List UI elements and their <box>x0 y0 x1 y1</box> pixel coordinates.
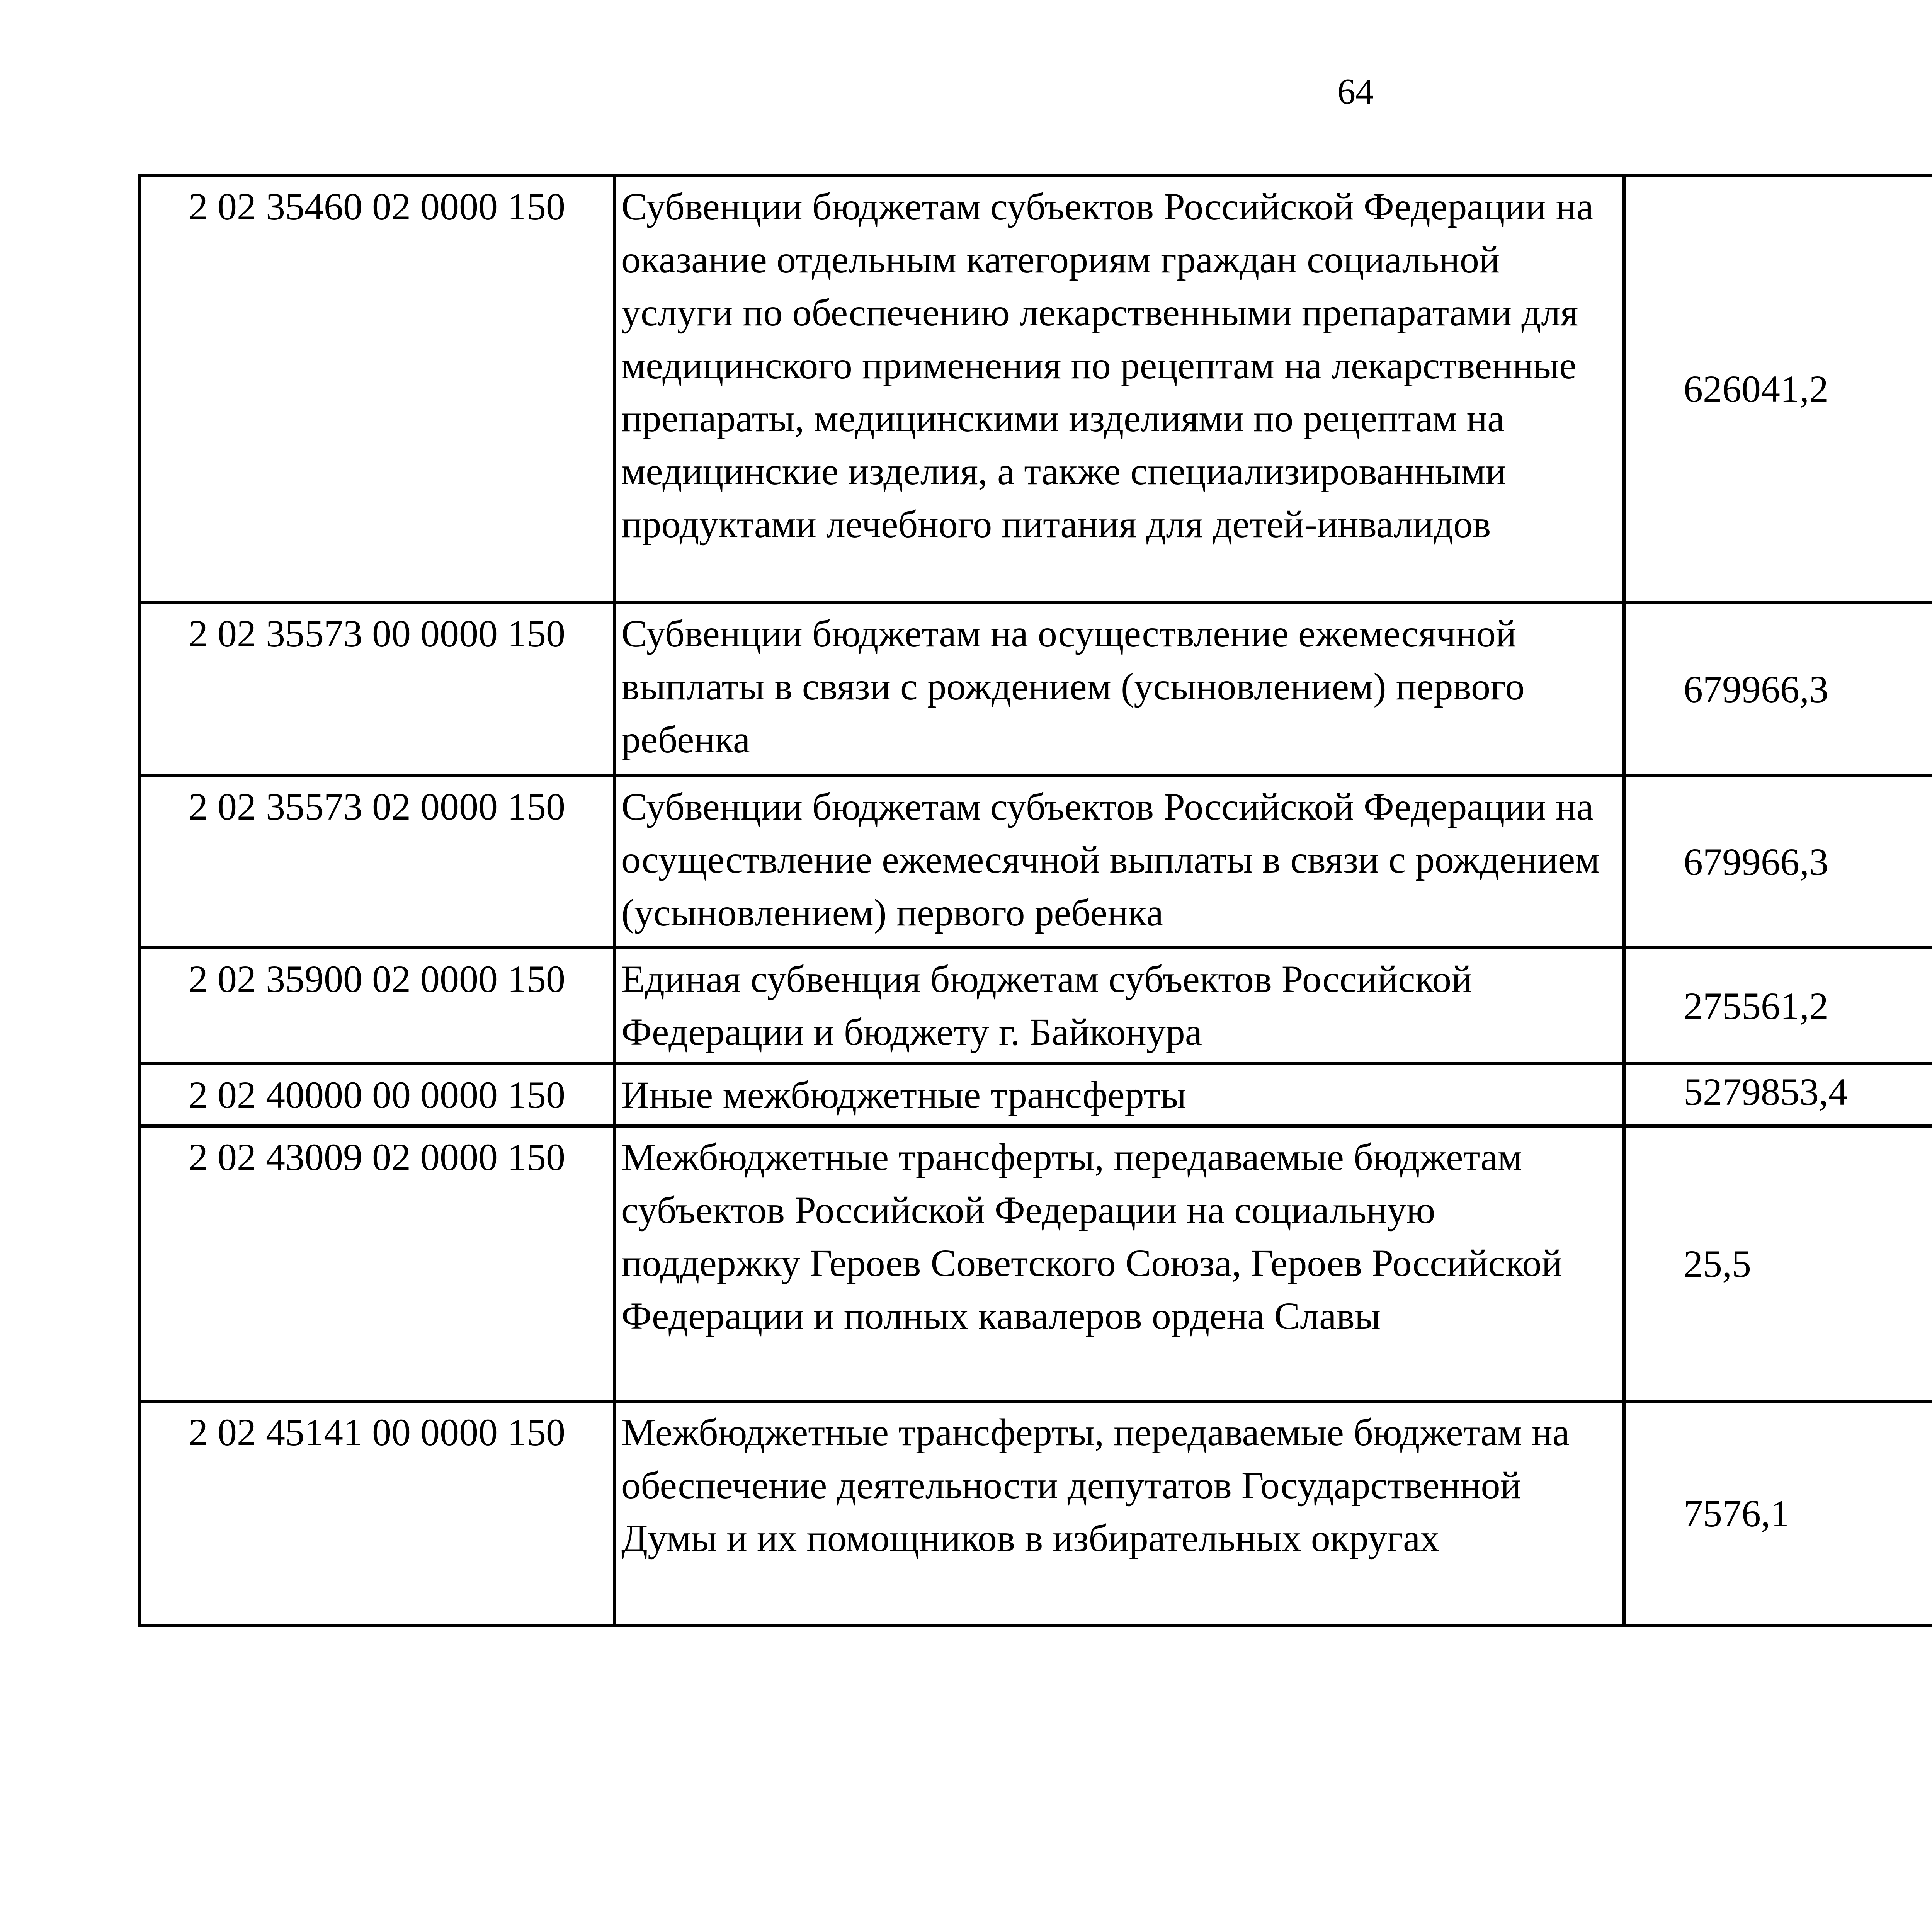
amount-year-1: 679966,3 <box>1624 776 1932 948</box>
table-row <box>139 1401 1932 1625</box>
budget-item-name: Субвенции бюджетам субъектов Российской Федерации на осуществление ежемесячной выплаты в связи с рождением (усыновлением) первого ребенка <box>614 776 1624 948</box>
amount-year-1: 7576,1 <box>1624 1401 1932 1625</box>
budget-code: 2 02 45141 00 0000 150 <box>139 1401 614 1625</box>
amount-year-1: 5279853,4 <box>1624 1064 1932 1126</box>
budget-item-name: Межбюджетные трансферты, передаваемые бюджетам субъектов Российской Федерации на социальную поддержку Героев Советского Союза, Героев Российской Федерации и полных кавалеров ордена Славы <box>614 1126 1624 1401</box>
budget-item-name: Иные межбюджетные трансферты <box>614 1064 1624 1126</box>
budget-item-name: Единая субвенция бюджетам субъектов Российской Федерации и бюджету г. Байконура <box>614 948 1624 1064</box>
budget-table <box>138 174 1932 1627</box>
budget-code: 2 02 35573 00 0000 150 <box>139 602 614 776</box>
budget-item-name: Субвенции бюджетам субъектов Российской Федерации на оказание отдельным категориям граждан социальной услуги по обеспечению лекарственными препаратами для медицинского применения по рецептам на лекарственные препараты, медицинскими изделиями по рецептам на медицинские изделия, а также специализированными продуктами лечебного питания для детей-инвалидов <box>614 175 1624 602</box>
table-row <box>139 948 1932 1064</box>
table-row <box>139 175 1932 602</box>
amount-year-1: 679966,3 <box>1624 602 1932 776</box>
budget-code: 2 02 43009 02 0000 150 <box>139 1126 614 1401</box>
table-row <box>139 776 1932 948</box>
table-row <box>139 602 1932 776</box>
table-row <box>139 1064 1932 1126</box>
page-number: 64 <box>1337 71 1374 112</box>
budget-code: 2 02 35900 02 0000 150 <box>139 948 614 1064</box>
amount-year-1: 25,5 <box>1624 1126 1932 1401</box>
budget-item-name: Субвенции бюджетам на осуществление ежемесячной выплаты в связи с рождением (усыновлением) первого ребенка <box>614 602 1624 776</box>
budget-code: 2 02 35460 02 0000 150 <box>139 175 614 602</box>
budget-code: 2 02 35573 02 0000 150 <box>139 776 614 948</box>
amount-year-1: 626041,2 <box>1624 175 1932 602</box>
table-row <box>139 1126 1932 1401</box>
amount-year-1: 275561,2 <box>1624 948 1932 1064</box>
budget-code: 2 02 40000 00 0000 150 <box>139 1064 614 1126</box>
budget-item-name: Межбюджетные трансферты, передаваемые бюджетам на обеспечение деятельности депутатов Государственной Думы и их помощников в избирательных округах <box>614 1401 1624 1625</box>
